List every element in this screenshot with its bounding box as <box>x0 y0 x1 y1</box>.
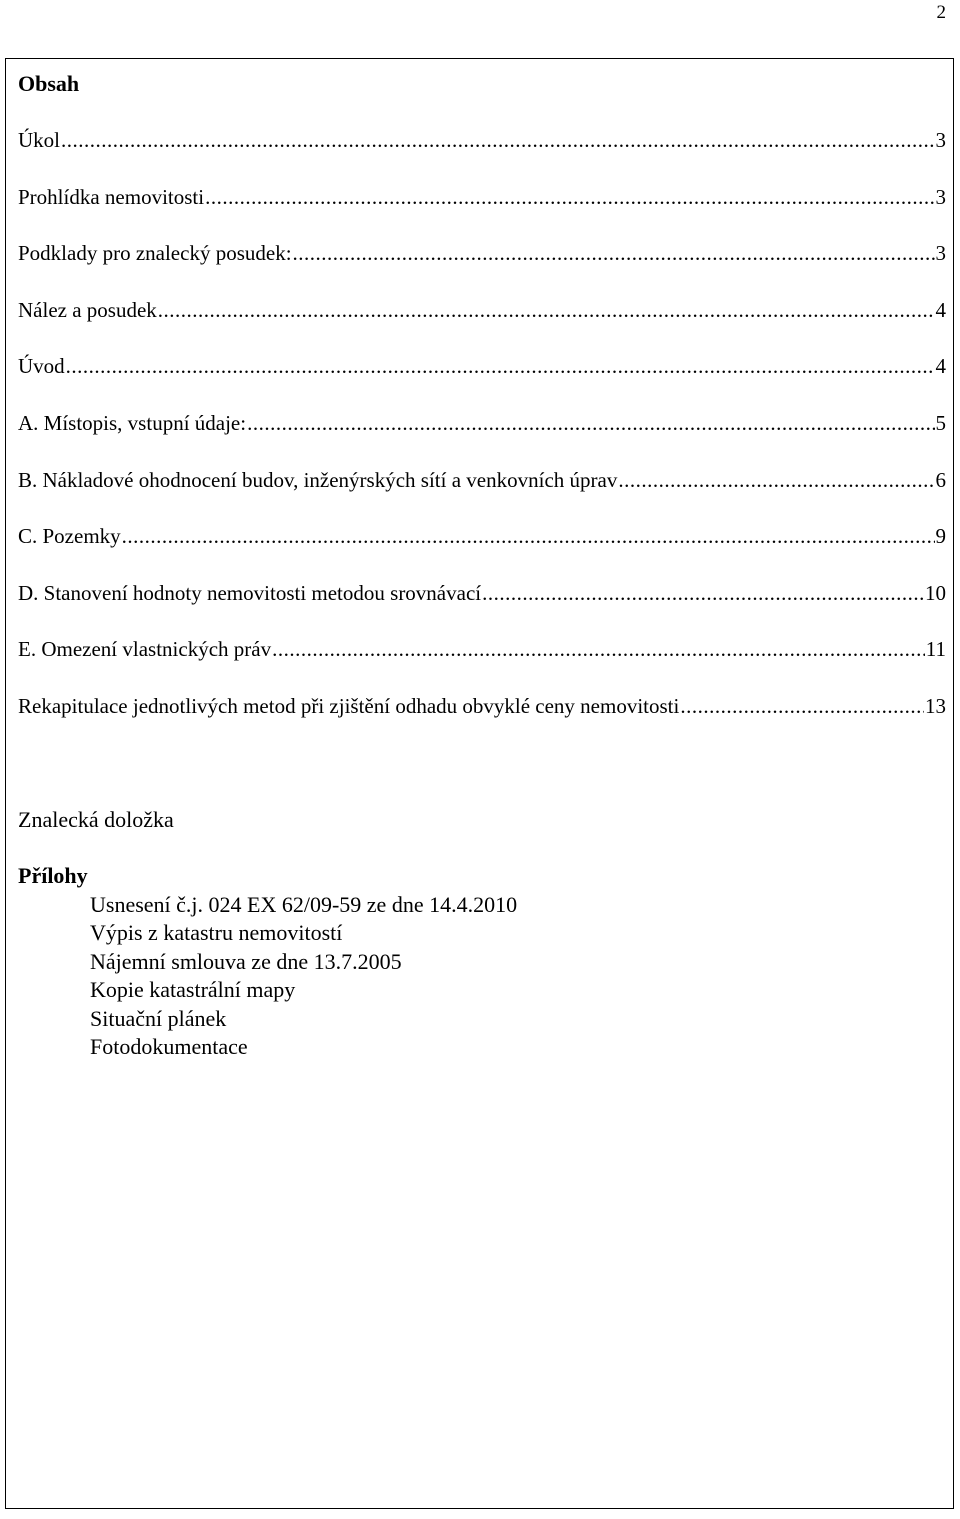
toc-entry-page: 4 <box>935 354 946 379</box>
expert-clause: Znalecká doložka <box>18 807 174 832</box>
toc-entry-page: 4 <box>935 297 946 322</box>
toc-entry-uvod[interactable] <box>18 352 946 409</box>
toc-entry-page: 3 <box>935 241 946 266</box>
toc-entry-page: 13 <box>925 693 946 718</box>
toc-dot-leader <box>482 579 924 607</box>
attachment-item: Usnesení č.j. 024 EX 62/09-59 ze dne 14.4.2010 <box>90 892 518 917</box>
page-number: 2 <box>936 2 946 23</box>
toc-dot-leader <box>293 239 935 267</box>
toc-dot-leader <box>61 126 935 154</box>
toc-entry-mistopis[interactable] <box>18 409 946 466</box>
toc-entry-label: D. Stanovení hodnoty nemovitosti metodou srovnávací <box>18 580 482 605</box>
attachments-list <box>90 891 517 1061</box>
attachment-item: Nájemní smlouva ze dne 13.7.2005 <box>90 948 402 974</box>
toc-entry-ukol[interactable] <box>18 126 946 183</box>
toc-entry-page: 3 <box>935 184 946 209</box>
toc-entry-label: A. Místopis, vstupní údaje: <box>18 410 247 435</box>
toc-dot-leader <box>66 352 935 380</box>
attachment-item: Kopie katastrální mapy <box>90 977 296 1003</box>
toc-dot-leader <box>618 466 934 494</box>
toc-entry-nakladove[interactable] <box>18 466 946 523</box>
attachment-item: Výpis z katastru nemovitostí <box>90 920 343 946</box>
toc-entry-label: Prohlídka nemovitosti <box>18 184 205 209</box>
attachment-item: Fotodokumentace <box>90 1034 248 1060</box>
toc-title: Obsah <box>18 71 80 96</box>
attachment-item: Situační plánek <box>90 1005 227 1031</box>
toc-entry-page: 9 <box>935 524 946 549</box>
toc-entry-page: 11 <box>925 637 946 662</box>
toc-entry-label: Podklady pro znalecký posudek: <box>18 241 292 266</box>
toc-entry-label: E. Omezení vlastnických práv <box>18 637 272 662</box>
table-of-contents <box>18 126 946 749</box>
toc-entry-label: Úkol <box>18 128 60 152</box>
toc-entry-pozemky[interactable] <box>18 522 946 579</box>
toc-entry-omezeni[interactable] <box>18 635 946 692</box>
toc-entry-page: 6 <box>935 467 946 492</box>
toc-entry-prohlidka[interactable] <box>18 183 946 240</box>
toc-entry-label: C. Pozemky <box>18 524 121 549</box>
toc-entry-nalez[interactable] <box>18 296 946 353</box>
toc-entry-label: Úvod <box>18 354 65 379</box>
toc-entry-page: 3 <box>935 128 946 152</box>
toc-dot-leader <box>272 635 925 663</box>
toc-dot-leader <box>247 409 934 437</box>
toc-entry-page: 5 <box>935 410 946 435</box>
toc-entry-podklady[interactable] <box>18 239 946 296</box>
toc-dot-leader <box>680 692 924 720</box>
toc-entry-label: Nález a posudek <box>18 297 157 322</box>
toc-entry-label: B. Nákladové ohodnocení budov, inženýrských sítí a venkovních úprav <box>18 467 618 492</box>
toc-entry-srovnavaci[interactable] <box>18 579 946 636</box>
toc-entry-page: 10 <box>925 580 946 605</box>
attachments-title: Přílohy <box>18 863 88 888</box>
toc-entry-rekapitulace[interactable] <box>18 692 946 749</box>
toc-dot-leader <box>158 296 935 324</box>
toc-entry-label: Rekapitulace jednotlivých metod při zjištění odhadu obvyklé ceny nemovitosti <box>18 693 680 718</box>
toc-dot-leader <box>205 183 934 211</box>
toc-dot-leader <box>122 522 935 550</box>
